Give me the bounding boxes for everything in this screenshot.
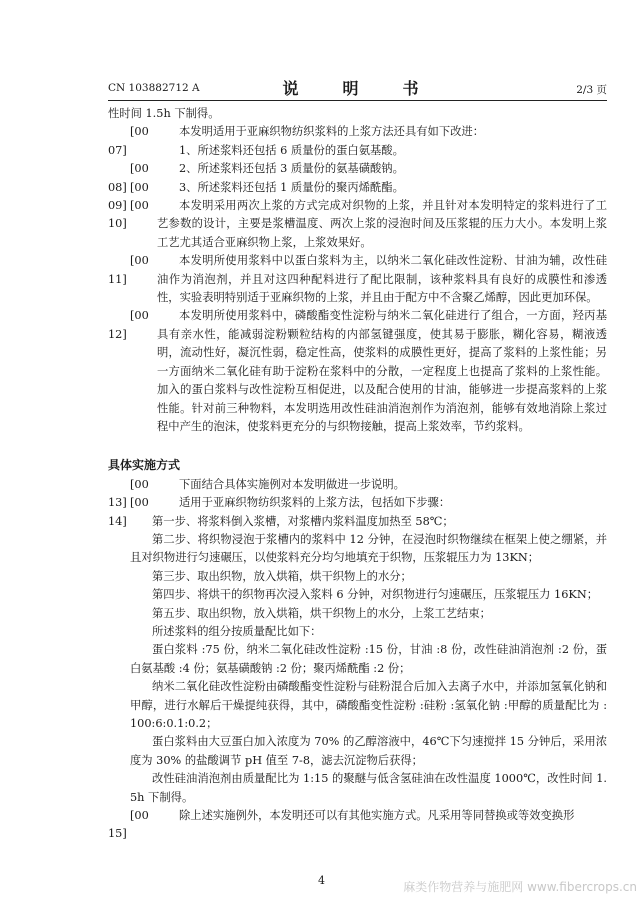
paragraph-number: [0011] <box>108 254 149 286</box>
paragraph-number: [0009] <box>108 180 149 213</box>
paragraph-text: 2、所述浆料还包括 3 质量份的氨基磺酸钠。 <box>179 162 404 176</box>
paragraph-text: 除上述实施例外，本发明还可以有其他实施方式。凡采用等同替换或等效变换形 <box>179 809 575 823</box>
paragraph-0015 <box>108 807 607 841</box>
paragraph-text: 下面结合具体实施例对本发明做进一步说明。 <box>179 477 405 491</box>
page-indicator: 2/3 页 <box>576 84 607 96</box>
paragraph-number: [0010] <box>108 199 149 231</box>
paragraph-number: [0012] <box>108 309 149 341</box>
step-3: 第三步、取出织物，放入烘箱，烘干织物上的水分； <box>152 569 412 583</box>
paragraph-text: 本发明所使用浆料中以蛋白浆料为主，以纳米二氧化硅改性淀粉、甘油为辅，改性硅油作为消泡剂，并且对这四种配料进行了配比限制，该种浆料具有良好的成膜性和渗透性，实验表明特别适于亚麻织物的上浆，并且由于配方中不含聚乙烯醇，因此更加环保。 <box>157 254 607 305</box>
paragraph-0007-item <box>108 142 607 160</box>
header-rule <box>108 100 607 101</box>
continued-text: 性时间 1.5h 下制得。 <box>108 107 220 120</box>
paragraph-number: [0008] <box>108 162 149 194</box>
composition-intro: 所述浆料的组分按质量配比如下： <box>152 624 322 638</box>
section-title: 具体实施方式 <box>108 458 181 473</box>
silicone-text: 改性硅油消泡剂由质量配比为 1:15 的聚醚与低含氢硅油在改性温度 1000℃，改性时间 1.5h 下制得。 <box>130 772 607 804</box>
step-2: 第二步、将织物浸泡于浆槽内的浆料中 12 分钟，在浸泡时织物继续在框架上使之绷紧，并且对织物进行匀速碾压，以使浆料充分均匀地填充于织物，压浆辊压力为 13KN； <box>130 532 607 565</box>
patent-number: CN 103882712 A <box>108 82 200 94</box>
nano-silica-text: 纳米二氧化硅改性淀粉由磷酸酯变性淀粉与硅粉混合后加入去离子水中，并添加氢氧化钠和甲醇，进行水解后干燥提纯获得，其中，磷酸酯变性淀粉 :硅粉 :氢氧化钠 :甲醇的质量配比为 :100:6:0.1:0.2； <box>130 680 607 730</box>
paragraph-text: 本发明适用于亚麻织物纺织浆料的上浆方法还具有如下改进： <box>179 125 485 139</box>
composition-text: 蛋白浆料 :75 份，纳米二氧化硅改性淀粉 :15 份，甘油 :8 份，改性硅油消泡剂 :2 份，蛋白氨基酸 :4 份；氨基磺酸钠 :2 份；聚丙烯酰酯 :2 份； <box>130 643 607 675</box>
paragraph-0012 <box>108 307 607 436</box>
paragraph-text: 1、所述浆料还包括 6 质量份的蛋白氨基酸。 <box>179 143 404 157</box>
paragraph-number: [0015] <box>108 809 149 841</box>
protein-text: 蛋白浆料由大豆蛋白加入浓度为 70% 的乙醇溶液中，46℃下匀速搅拌 15 分钟后，采用浓度为 30% 的盐酸调节 pH 值至 7-8，滤去沉淀物后获得； <box>130 735 607 767</box>
paragraph-text: 适用于亚麻织物纺织浆料的上浆方法，包括如下步骤： <box>179 496 451 510</box>
paragraph-number: [0014] <box>108 496 149 528</box>
paragraph-0010 <box>108 197 607 252</box>
paragraph-0011 <box>108 252 607 307</box>
paragraph-text: 本发明采用两次上浆的方式完成对织物的上浆，并且针对本发明特定的浆料进行了工艺参数的设计，主要是浆槽温度、两次上浆的浸泡时间及压浆辊的压力大小。本发明上浆工艺尤其适合亚麻织物上浆，上浆效果好。 <box>157 199 607 249</box>
paragraph-0009 <box>108 179 607 213</box>
paragraph-text: 本发明所使用浆料中，磷酸酯变性淀粉与纳米二氧化硅进行了组合，一方面，羟丙基具有亲水性，能减弱淀粉颗粒结构的内部氢键强度，使其易于膨胀，糊化容易，糊液透明，流动性好，凝沉性弱，稳定性高，使浆料的成膜性更好，提高了浆料的上浆性能；另一方面纳米二氧化硅有助于淀粉在浆料中的分散，一定程度上也提高了浆料的上浆性能。加入的蛋白浆料与改性淀粉互相促进，以及配合使用的甘油，能够进一步提高浆料的上浆性能。针对前三种物料，本发明选用改性硅油消泡剂作为消泡剂，能够有效地消除上浆过程中产生的泡沫，使浆料更充分的与织物接触，提高上浆效率，节约浆料。 <box>157 309 607 433</box>
document-body <box>108 105 607 841</box>
step-1: 第一步、将浆料倒入浆槽，对浆槽内浆料温度加热至 58℃； <box>152 514 454 528</box>
paragraph-text: 3、所述浆料还包括 1 质量份的聚丙烯酰酯。 <box>179 180 404 194</box>
watermark: 麻类作物营养与施肥网 www.fibercrops.cn <box>403 880 637 894</box>
page-number: 4 <box>318 874 325 887</box>
page-header <box>108 76 607 98</box>
paragraph-number: [0007] <box>108 125 149 157</box>
step-4: 第四步、将烘干的织物再次浸入浆料 6 分钟，对织物进行匀速碾压，压浆辊压力 16KN； <box>152 588 599 602</box>
paragraph-number: [0013] <box>108 477 149 510</box>
step-5: 第五步、取出织物，放入烘箱，烘干织物上的水分，上浆工艺结束； <box>152 606 491 620</box>
document-title: 说 明 书 <box>282 79 433 98</box>
